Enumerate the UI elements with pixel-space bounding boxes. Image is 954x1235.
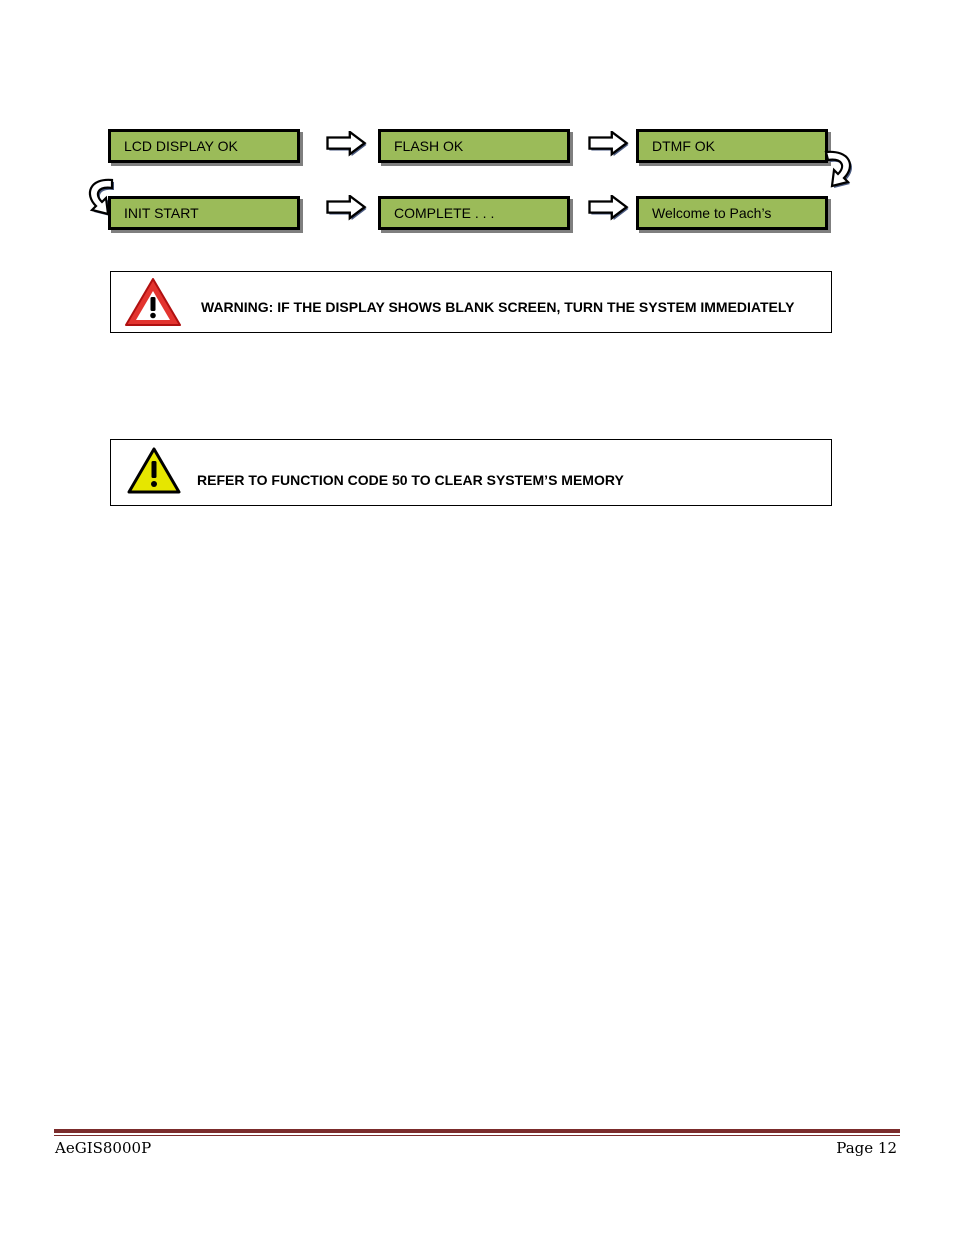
footer-divider-thin xyxy=(54,1135,900,1136)
right-arrow-icon xyxy=(325,131,369,157)
lcd-text: FLASH OK xyxy=(394,138,464,154)
curved-down-arrow-icon xyxy=(822,146,858,194)
warning-text: WARNING: IF THE DISPLAY SHOWS BLANK SCREEN, TURN THE SYSTEM IMMEDIATELY xyxy=(201,299,795,315)
welcome-screen xyxy=(636,196,828,230)
init-start-screen xyxy=(108,196,300,230)
danger-triangle-icon xyxy=(123,276,183,328)
complete-screen xyxy=(378,196,570,230)
right-arrow-icon xyxy=(325,195,369,221)
lcd-text: LCD DISPLAY OK xyxy=(124,138,238,154)
footer-divider xyxy=(54,1129,900,1133)
warning-box xyxy=(110,271,832,333)
footer-page-number: Page 12 xyxy=(836,1139,897,1157)
right-arrow-icon xyxy=(587,131,631,157)
lcd-text: INIT START xyxy=(124,205,199,221)
dtmf-ok-screen xyxy=(636,129,828,163)
lcd-text: Welcome to Pach’s xyxy=(652,205,772,221)
lcd-text: COMPLETE . . . xyxy=(394,205,495,221)
caution-triangle-icon xyxy=(126,446,182,496)
flash-ok-screen xyxy=(378,129,570,163)
caution-text: REFER TO FUNCTION CODE 50 TO CLEAR SYSTEM’S MEMORY xyxy=(197,472,624,488)
caution-box xyxy=(110,439,832,506)
right-arrow-icon xyxy=(587,195,631,221)
footer-product-name: AeGIS8000P xyxy=(55,1139,152,1157)
lcd-text: DTMF OK xyxy=(652,138,715,154)
lcd-display-ok-screen xyxy=(108,129,300,163)
